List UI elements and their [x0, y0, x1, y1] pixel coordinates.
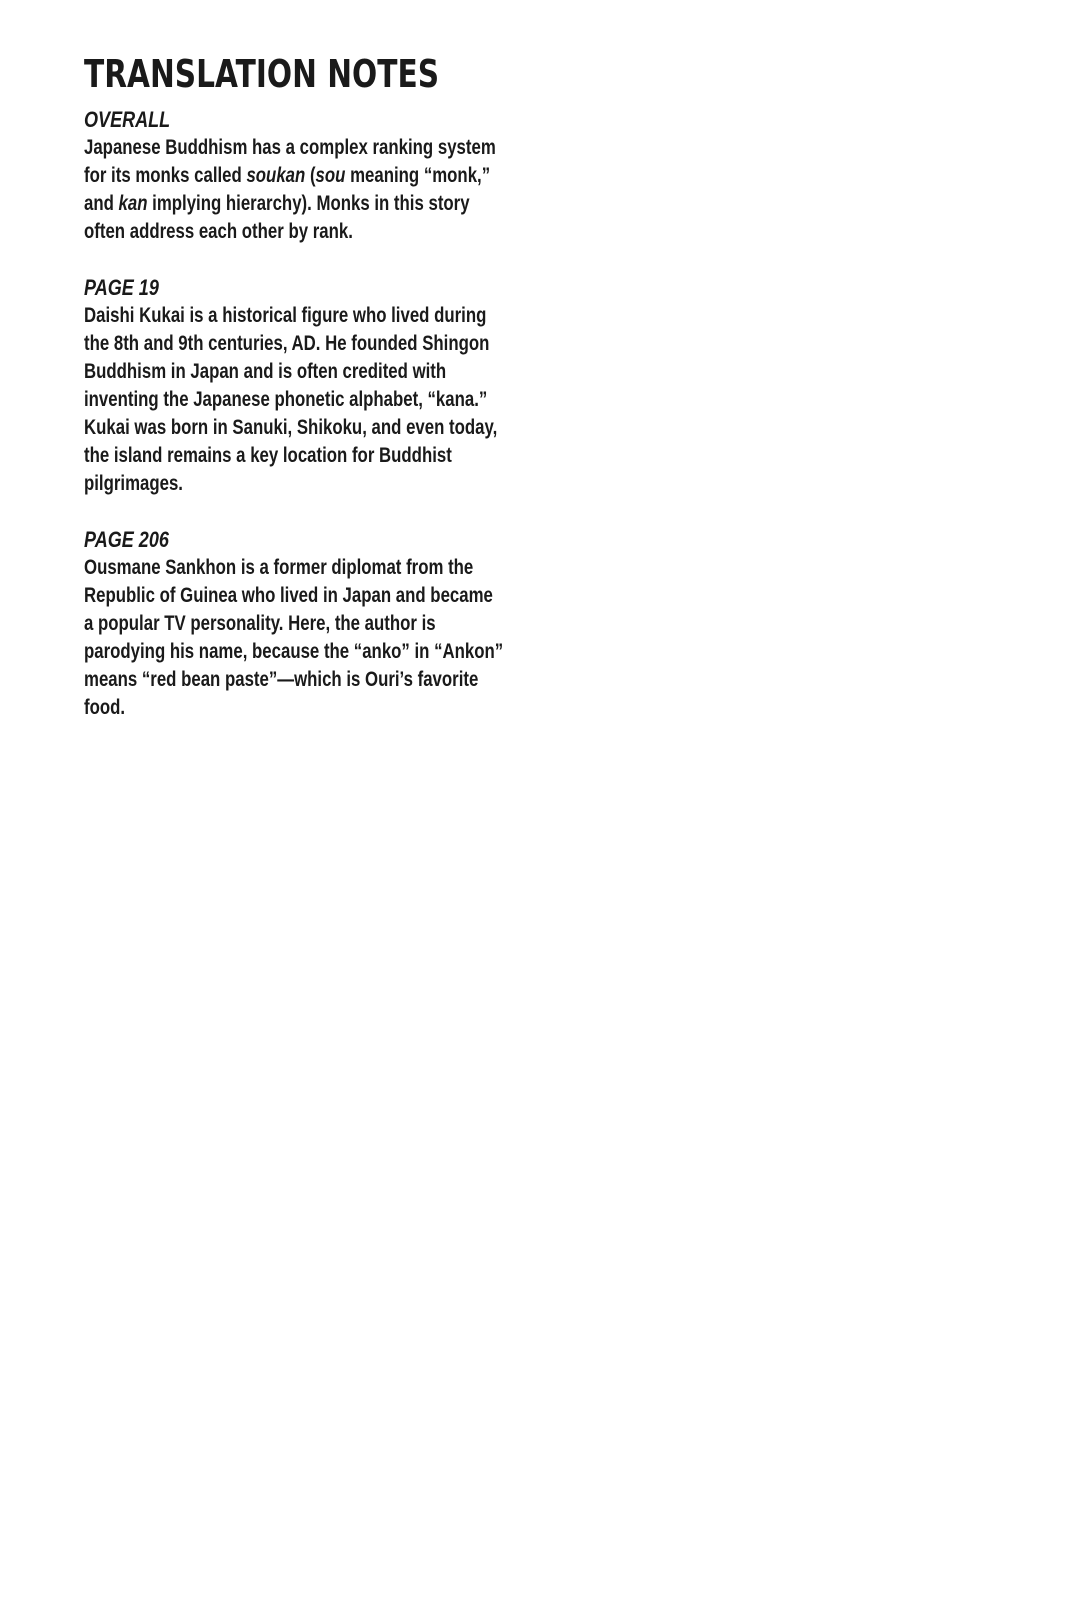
- body-line: Ousmane Sankhon is a former diplomat from the: [84, 556, 474, 579]
- body-line: the 8th and 9th centuries, AD. He founded Shingon: [84, 332, 490, 355]
- body-line: food.: [84, 696, 126, 719]
- body-line: Buddhism in Japan and is often credited with: [84, 360, 447, 383]
- translation-notes-page: [84, 48, 524, 750]
- body-line: parodying his name, because the “anko” in “Ankon”: [84, 640, 504, 663]
- section-heading: PAGE 19: [84, 275, 159, 300]
- body-line: a popular TV personality. Here, the author is: [84, 612, 436, 635]
- note-section-overall: [84, 106, 524, 246]
- body-line: pilgrimages.: [84, 472, 183, 495]
- note-section-page-19: [84, 274, 524, 498]
- body-line: Kukai was born in Sanuki, Shikoku, and even today,: [84, 416, 498, 439]
- body-line: for its monks called soukan (sou meaning “monk,”: [84, 164, 491, 187]
- body-line: means “red bean paste”—which is Ouri’s favorite: [84, 668, 479, 691]
- section-heading: PAGE 206: [84, 527, 169, 552]
- page-title: TRANSLATION NOTES: [84, 52, 440, 96]
- body-line: and kan implying hierarchy). Monks in this story: [84, 192, 470, 215]
- body-line: the island remains a key location for Buddhist: [84, 444, 452, 467]
- body-line: Republic of Guinea who lived in Japan and became: [84, 584, 493, 607]
- note-section-page-206: [84, 526, 524, 722]
- body-line: often address each other by rank.: [84, 220, 353, 243]
- section-heading: OVERALL: [84, 107, 171, 132]
- body-line: inventing the Japanese phonetic alphabet, “kana.”: [84, 388, 488, 411]
- body-line: Japanese Buddhism has a complex ranking system: [84, 136, 496, 159]
- body-line: Daishi Kukai is a historical figure who lived during: [84, 304, 487, 327]
